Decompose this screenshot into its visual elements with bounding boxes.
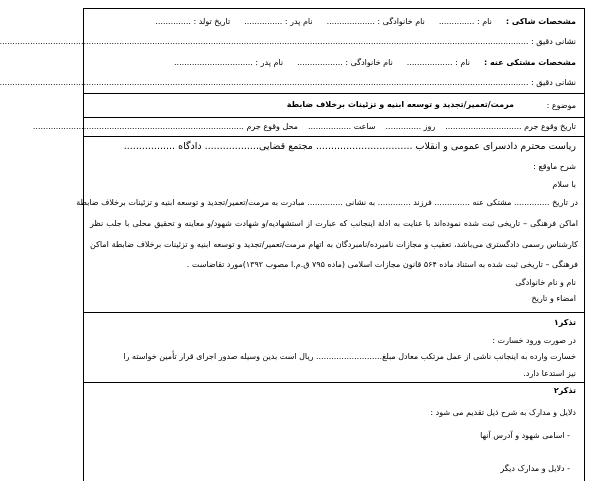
- subject-label: موضوع :: [546, 101, 576, 110]
- divider: [84, 93, 584, 94]
- crime-place-field[interactable]: محل وقوع جرم ...................................................................................: [32, 122, 298, 131]
- addressee-line: ریاست محترم دادسرای عمومی و انقلاب ................................ مجتمع قضایی.................. دادگاه .................: [123, 141, 576, 152]
- crime-date-field[interactable]: تاریخ وقوع جرم ..............................: [445, 122, 576, 131]
- complainant-family-field[interactable]: نام خانوادگی : ...................: [326, 17, 425, 26]
- accused-row: [90, 59, 576, 67]
- crime-info-row: [32, 122, 576, 131]
- complainant-name-field[interactable]: نام : ..............: [438, 17, 492, 26]
- accused-address-field[interactable]: نشانی دقیق : ................................................................................................................................................................................................................: [0, 78, 576, 87]
- note2-item-witnesses: - اسامی شهود و آدرس آنها: [480, 431, 570, 440]
- divider: [84, 117, 584, 118]
- complainant-heading: مشخصات شاکی :: [505, 17, 576, 26]
- complaint-form: [0, 8, 585, 481]
- note1-line1: خسارت وارده به اینجانب ناشی از عمل مرتکب معادل مبلغ.......................... ریال است بدین وسیله صدور اجرای قرار تأمین خواسته را: [123, 352, 576, 361]
- complainant-father-field[interactable]: نام پدر : ...............: [244, 17, 313, 26]
- note2-item-evidence: - دلایل و مدارک دیگر: [500, 464, 570, 473]
- accused-name-field[interactable]: نام : ..................: [406, 58, 470, 67]
- subject-text: مرمت/تعمیر/تجدید و توسعه ابنیه و تزئینات برخلاف ضابطة: [286, 100, 514, 109]
- divider: [84, 312, 584, 313]
- sharh-label: شرح ماوقع :: [533, 162, 576, 171]
- note1-title: تذکر۱: [553, 318, 576, 327]
- complainant-address-field[interactable]: نشانی دقیق : ................................................................................................................................................................................................................: [0, 37, 576, 46]
- note1-condition: در صورت ورود خسارت :: [492, 336, 576, 345]
- note2-intro: دلایل و مدارک به شرح ذیل تقدیم می شود :: [430, 408, 576, 417]
- crime-day-field[interactable]: روز ..............: [385, 122, 436, 131]
- body-line-4: فرهنگی – تاریخی ثبت شده به استناد ماده ۵۶۴ قانون مجازات اسلامی (ماده ۷۹۵ ق.م.ا مصوب ۱۳۹۲)مورد تقاضاست .: [186, 260, 578, 269]
- body-line-3: کارشناس رسمی دادگستری می‌باشد، تعقیب و مجازات نامبرده/نامبردگان به اتهام مرمت/تعمیر/تجدید و توسعه ابنیه و تزئینات برخلاف ضابطة اماکن: [90, 240, 578, 249]
- signature-name-label: نام و نام خانوادگی: [515, 278, 576, 287]
- accused-father-field[interactable]: نام پدر : ...............................: [174, 58, 284, 67]
- note1-line2: نیز استدعا دارد.: [523, 369, 576, 378]
- salam-text: با سلام: [552, 180, 576, 189]
- crime-hour-field[interactable]: ساعت .................: [307, 122, 376, 131]
- divider: [84, 382, 584, 383]
- note2-title: تذکر۲: [553, 386, 576, 395]
- accused-family-field[interactable]: نام خانوادگی : ..................: [297, 58, 393, 67]
- divider: [84, 136, 584, 137]
- signature-date-label: امضاء و تاریخ: [531, 294, 576, 303]
- body-line-2: اماکن فرهنگی – تاریخی ثبت شده نموده‌اند با عنایت به ادلة اینجانب که عبارت از استشهادیه/و شهادت شهود/و معاینه و تحقیق محلی با جلب نظر: [90, 219, 578, 228]
- body-line-1: در تاریخ .............. مشتکی عنه .............. فرزند ............. به نشانی .............. مبادرت به مرمت/تعمیر/تجدید و توسعه ابنیه و تزئینات برخلاف ضابطة: [76, 198, 578, 207]
- accused-heading: مشخصات مشتکی عنه :: [483, 58, 576, 67]
- complainant-row: [90, 18, 576, 26]
- complainant-birth-field[interactable]: تاریخ تولد : ..............: [155, 17, 231, 26]
